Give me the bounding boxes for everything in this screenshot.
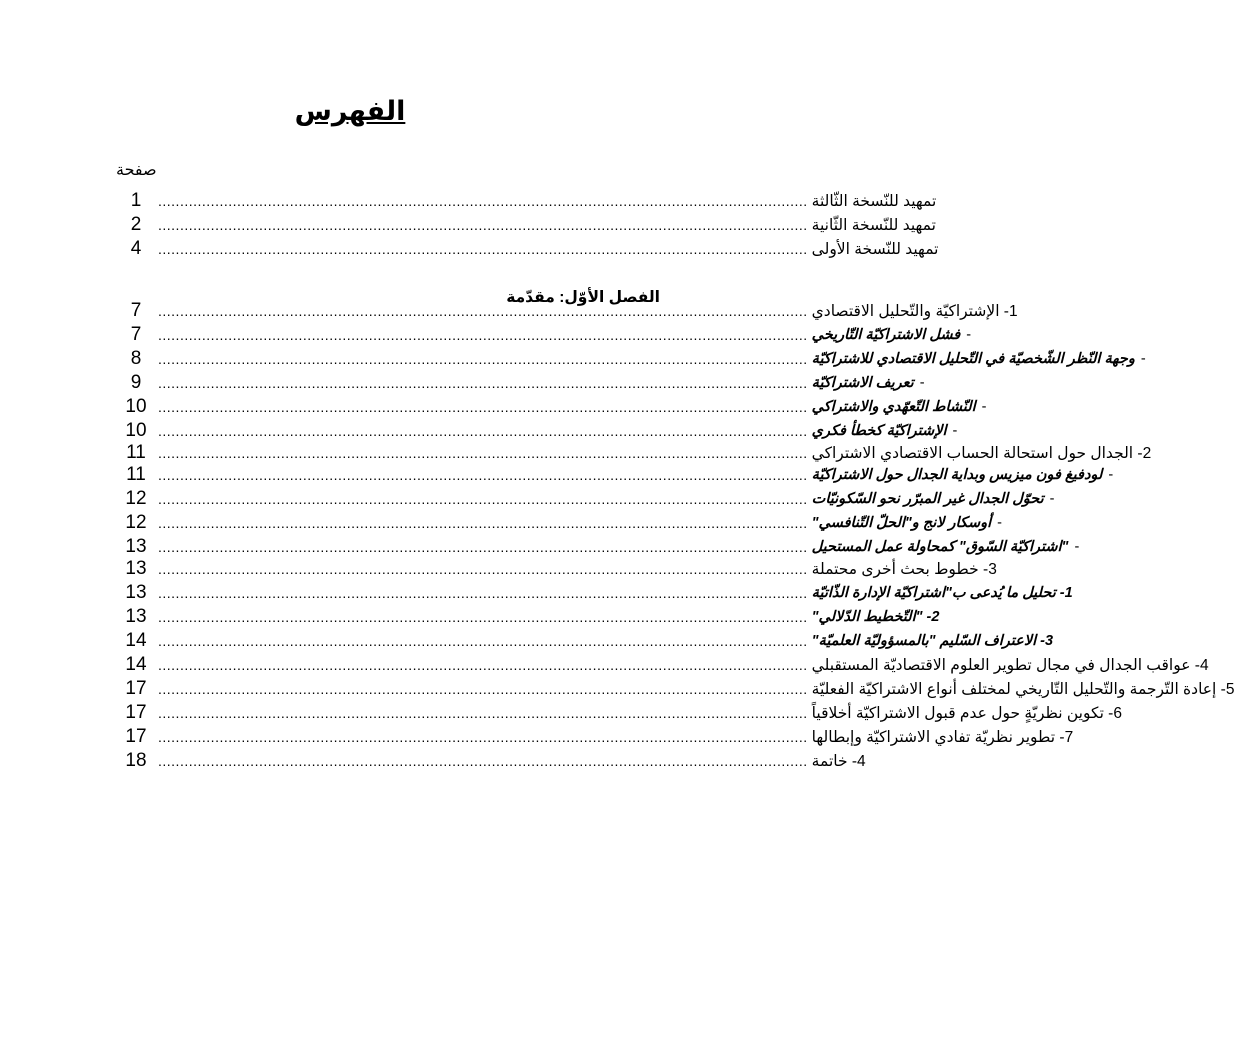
toc-page-number: 13 [125, 558, 147, 579]
toc-page-number: 14 [125, 654, 147, 675]
toc-page-number: 1 [130, 190, 142, 211]
toc-entry-label [812, 467, 1114, 483]
toc-entry [118, 557, 997, 581]
toc-entry-label [812, 327, 971, 343]
toc-entry-text: تعريف الاشتراكيّة [811, 375, 914, 391]
toc-entry [118, 299, 1018, 323]
dot-leader: .................................................................................................................................................... [158, 681, 808, 697]
dot-leader: .................................................................................................................................................... [158, 753, 808, 769]
toc-entry-label: 1- تحليل ما يُدعى ب"اشتراكيّة الإدارة الذّاتيّة [811, 585, 1073, 601]
toc-page-number: 2 [130, 214, 142, 235]
toc-page-number: 18 [125, 750, 147, 771]
toc-entry-label [812, 491, 1055, 507]
toc-entry [118, 463, 1114, 487]
bullet-dash: - [997, 515, 1002, 531]
toc-page-number: 12 [125, 512, 147, 533]
toc-entry [118, 487, 1055, 511]
toc-entry-label: 7- تطوير نظريّة تفادي الاشتراكيّة وإبطالها [811, 728, 1074, 746]
toc-entry-label [812, 375, 925, 391]
toc-entry [118, 653, 1209, 677]
toc-entry-label: 5- إعادة التّرجمة والتّحليل التّاريخي لمختلف أنواع الاشتراكيّة الفعليّة [811, 680, 1234, 698]
page-column-label: صفحة [116, 162, 157, 179]
toc-entry [118, 725, 1074, 749]
toc-entry-text: أوسكار لانج و"الحلّ التّنافسي" [811, 515, 992, 531]
toc-entry-text: لودفيغ فون ميزيس وبداية الجدال حول الاشتراكيّة [811, 467, 1103, 483]
toc-page-number: 11 [126, 464, 146, 485]
toc-page-number: 13 [125, 536, 147, 557]
toc-entry-label: 2- "التّخطيط الدّلالي" [811, 609, 940, 625]
toc-entry-label: 2- الجدال حول استحالة الحساب الاقتصادي الاشتراكي [811, 444, 1152, 462]
bullet-dash: - [1074, 539, 1080, 555]
toc-page-number: 9 [130, 372, 142, 393]
dot-leader: .................................................................................................................................................... [158, 217, 808, 233]
toc-entry-text: "اشتراكيّة السّوق" كمحاولة عمل المستحيل [811, 539, 1069, 555]
toc-page-number: 7 [130, 324, 142, 345]
chapter-heading: الفصل الأوّل: مقدّمة [506, 289, 660, 306]
toc-page-number: 4 [130, 238, 142, 259]
toc-entry [118, 629, 1054, 653]
toc-entry [118, 677, 1234, 701]
dot-leader: .................................................................................................................................................... [158, 515, 808, 531]
toc-entry [118, 371, 925, 395]
dot-leader: .................................................................................................................................................... [158, 193, 808, 209]
toc-page-number: 14 [125, 630, 147, 651]
dot-leader: .................................................................................................................................................... [158, 561, 808, 577]
dot-leader: .................................................................................................................................................... [158, 705, 808, 721]
toc-page-number: 10 [125, 396, 147, 417]
toc-entry [118, 749, 866, 773]
bullet-dash: - [952, 423, 958, 439]
dot-leader: .................................................................................................................................................... [158, 351, 808, 367]
dot-leader: .................................................................................................................................................... [158, 303, 808, 319]
toc-entry-label: 3- الاعتراف السّليم "بالمسؤوليّة العلميّة" [811, 633, 1054, 649]
toc-page-number: 17 [125, 702, 147, 723]
bullet-dash: - [1140, 351, 1146, 367]
toc-page-number: 7 [130, 300, 142, 321]
toc-page-number: 17 [125, 726, 147, 747]
dot-leader: .................................................................................................................................................... [158, 375, 808, 391]
toc-entry-label [812, 423, 958, 439]
toc-page-number: 13 [125, 606, 147, 627]
toc-entry-label [812, 515, 1002, 531]
toc-entry-label: 1- الإشتراكيّة والتّحليل الاقتصادي [811, 302, 1018, 320]
toc-entry-text: النّشاط التّعهّدي والاشتراكي [811, 399, 976, 415]
bullet-dash: - [1049, 491, 1055, 507]
toc-entry [118, 701, 1122, 725]
bullet-dash: - [919, 375, 925, 391]
toc-entry-label: 6- تكوين نظريّةٍ حول عدم قبول الاشتراكيّة أخلاقياً [811, 704, 1122, 722]
dot-leader: .................................................................................................................................................... [158, 327, 808, 343]
toc-entry-text: الإشتراكيّة كخطأ فكري [811, 423, 947, 439]
dot-leader: .................................................................................................................................................... [158, 491, 808, 507]
toc-entry [118, 213, 936, 237]
toc-page-number: 11 [126, 442, 146, 463]
document-title: الفهرس [294, 96, 406, 126]
toc-entry [118, 395, 987, 419]
bullet-dash: - [981, 399, 987, 415]
dot-leader: .................................................................................................................................................... [158, 657, 808, 673]
dot-leader: .................................................................................................................................................... [158, 633, 808, 649]
toc-entry-label: تمهيد للنّسخة الثّانية [811, 216, 936, 234]
toc-entry [118, 419, 958, 443]
dot-leader: .................................................................................................................................................... [158, 729, 808, 745]
toc-entry [118, 441, 1152, 465]
toc-entry-text: تحوّل الجدال غير المبرّر نحو السّكونيّات [811, 491, 1044, 507]
toc-entry-label [812, 351, 1146, 367]
toc-entry-label: تمهيد للنّسخة الثّالثة [811, 192, 937, 210]
toc-page-number: 8 [130, 348, 142, 369]
toc-entry [118, 511, 1002, 535]
toc-entry [118, 535, 1080, 559]
toc-page-number: 13 [125, 582, 147, 603]
toc-entry-text: وجهة النّظر الشّخصيّة في التّحليل الاقتصادي للاشتراكيّة [811, 351, 1135, 367]
toc-entry-label [812, 539, 1080, 555]
toc-entry [118, 605, 940, 629]
toc-page-number: 10 [125, 420, 147, 441]
toc-entry-label: 4- عواقب الجدال في مجال تطوير العلوم الاقتصاديّة المستقبلي [811, 656, 1209, 674]
dot-leader: .................................................................................................................................................... [158, 423, 808, 439]
bullet-dash: - [966, 327, 972, 343]
toc-entry [118, 237, 939, 261]
dot-leader: .................................................................................................................................................... [158, 467, 808, 483]
toc-entry-label: تمهيد للنّسخة الأولى [811, 240, 939, 258]
dot-leader: .................................................................................................................................................... [158, 585, 808, 601]
dot-leader: .................................................................................................................................................... [158, 241, 808, 257]
toc-entry [118, 581, 1073, 605]
toc-entry [118, 323, 972, 347]
toc-page-number: 12 [125, 488, 147, 509]
toc-entry-label: 4- خاتمة [811, 752, 866, 770]
toc-page-number: 17 [125, 678, 147, 699]
toc-entry [118, 347, 1146, 371]
dot-leader: .................................................................................................................................................... [158, 399, 808, 415]
dot-leader: .................................................................................................................................................... [158, 539, 808, 555]
toc-entry-label [812, 399, 987, 415]
bullet-dash: - [1108, 467, 1114, 483]
dot-leader: .................................................................................................................................................... [158, 609, 808, 625]
dot-leader: .................................................................................................................................................... [158, 445, 808, 461]
toc-entry-label: 3- خطوط بحث أخرى محتملة [811, 560, 997, 578]
toc-entry-text: فشل الاشتراكيّة التّاريخي [811, 327, 961, 343]
toc-entry [118, 189, 937, 213]
